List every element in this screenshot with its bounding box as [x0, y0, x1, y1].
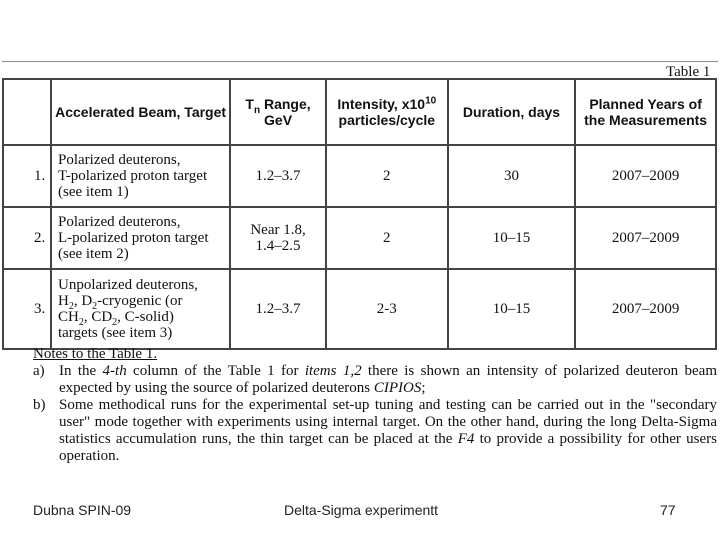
header-num [3, 79, 51, 145]
note-a [33, 363, 717, 397]
header-intensity: Intensity, $x10^{10}$ particles/cycle [326, 79, 448, 145]
row-years: 2007–2009 [575, 207, 716, 269]
table-row [3, 145, 716, 207]
footer-left: Dubna SPIN-09 [33, 502, 132, 518]
table-row [3, 269, 716, 349]
header-tn-range: $T_n$ Range, GeV [230, 79, 326, 145]
note-text: Some methodical runs for the experimental set-up tuning and testing can be carried out in the "secondary user" mode together with experiments using internal target. On the other hand, during the long Delta-Sigma statistics accumulation runs, the thin target can be placed at the F4 to provide a possibility for other users operation. [59, 397, 717, 464]
row-target: Polarized deuterons, L-polarized proton target (see item 2) [51, 207, 230, 269]
table-row [3, 207, 716, 269]
row-intensity: 2 [326, 145, 448, 207]
row-number: 3. [3, 269, 51, 349]
footer-center: Delta-Sigma experimentt [284, 502, 439, 518]
row-range: 1.2–3.7 [230, 145, 326, 207]
top-rule [2, 61, 718, 62]
row-range: Near 1.8, 1.4–2.5 [230, 207, 326, 269]
row-number: 2. [3, 207, 51, 269]
row-target: Polarized deuterons, T-polarized proton target (see item 1) [51, 145, 230, 207]
notes-section [33, 346, 717, 465]
header-planned-years: Planned Years of the Measurements [575, 79, 716, 145]
page-number: 77 [660, 502, 676, 518]
row-intensity: 2-3 [326, 269, 448, 349]
note-letter: a) [33, 363, 45, 379]
row-range: 1.2–3.7 [230, 269, 326, 349]
note-text: In the 4-th column of the Table 1 for items 1,2 there is shown an intensity of polarized deuteron beam expected by using the source of polarized deuterons CIPIOS; [59, 363, 717, 396]
row-duration: 10–15 [448, 207, 576, 269]
notes-title: Notes to the Table 1. [33, 346, 158, 362]
row-years: 2007–2009 [575, 269, 716, 349]
header-duration: Duration, days [448, 79, 576, 145]
table-label: Table 1 [666, 64, 711, 80]
note-b [33, 397, 717, 465]
note-letter: b) [33, 397, 46, 413]
row-number: 1. [3, 145, 51, 207]
row-intensity: 2 [326, 207, 448, 269]
row-duration: 30 [448, 145, 576, 207]
row-target: Unpolarized deuterons, $H_2$, $D_2$-cryogenic (or $CH_2$, $CD_2$, C-solid) targets (see item 3) [51, 269, 230, 349]
row-years: 2007–2009 [575, 145, 716, 207]
row-duration: 10–15 [448, 269, 576, 349]
table-header-row [3, 79, 716, 145]
measurements-table [2, 78, 717, 350]
header-beam-target: Accelerated Beam, Target [51, 79, 230, 145]
